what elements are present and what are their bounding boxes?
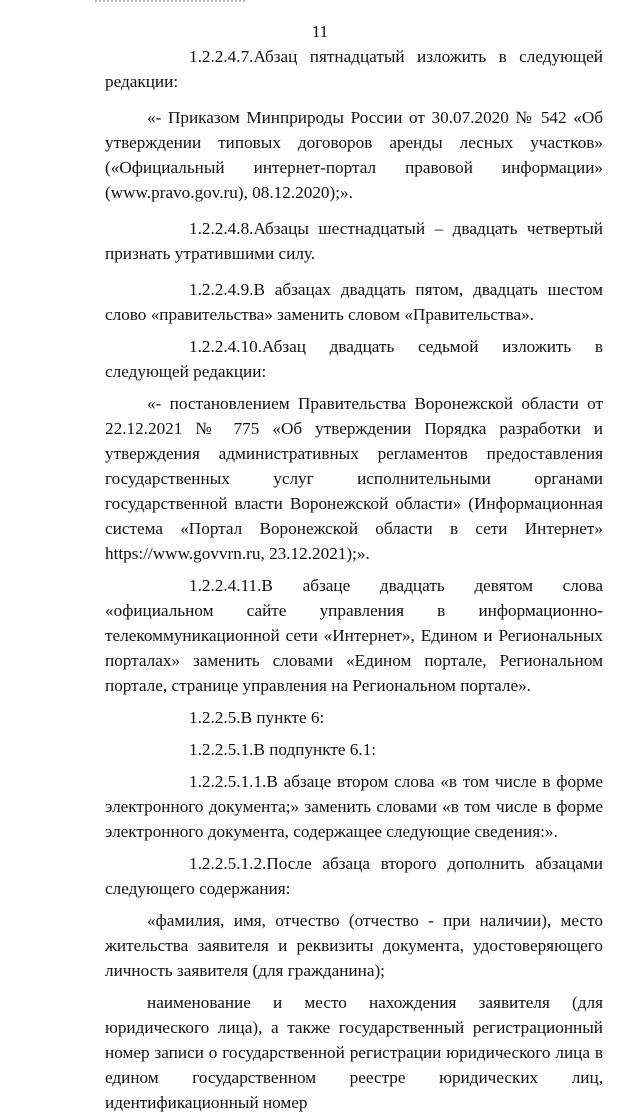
paragraph-1-2-2-4-7 [105, 44, 603, 94]
paragraph-text: Абзац двадцать седьмой изложить в следующей редакции: [105, 337, 603, 381]
clause-number: 1.2.2.5.1.2. [189, 854, 267, 873]
paragraph-text: В абзаце двадцать девятом слова «официальном сайте управления в информационно-телекоммуникационной сети «Интернет», Едином и Региональных порталах» заменить словами «Едином портале, Региональном портале, странице управления на Региональном портале». [105, 576, 603, 695]
document-body [105, 44, 603, 1115]
paragraph-text: «- Приказом Минприроды России от 30.07.2020 № 542 «Об утверждении типовых договоров аренды лесных участков» («Официальный интернет-портал правовой информации» (www.pravo.gov.ru), 08.12.2020);». [105, 108, 603, 202]
paragraph-quote-citizen [105, 908, 603, 983]
paragraph-text: В абзацах двадцать пятом, двадцать шестом слово «правительства» заменить словом «Правительства». [105, 280, 603, 324]
paragraph-text: В пункте 6: [240, 708, 325, 727]
paragraph-legal-entity [105, 990, 603, 1115]
paragraph-1-2-2-5-1 [105, 737, 603, 762]
paragraph-1-2-2-5-1-2 [105, 851, 603, 901]
clause-number: 1.2.2.4.8. [189, 219, 254, 238]
paragraph-text: В подпункте 6.1: [253, 740, 377, 759]
clause-number: 1.2.2.4.7. [189, 47, 254, 66]
clause-number: 1.2.2.4.9. [189, 280, 254, 299]
paragraph-1-2-2-4-9 [105, 277, 603, 327]
paragraph-1-2-2-5 [105, 705, 603, 730]
paragraph-text: «- постановлением Правительства Воронежской области от 22.12.2021 № 775 «Об утверждении Порядка разработки и утверждения административных регламентов предоставления государственных услуг исполнительными органами государственной власти Воронежской области» (Информационная система «Портал Воронежской области в сети Интернет» https://www.govvrn.ru, 23.12.2021);». [105, 394, 603, 563]
paragraph-1-2-2-5-1-1 [105, 769, 603, 844]
paragraph-text: Абзац пятнадцатый изложить в следующей редакции: [105, 47, 603, 91]
scan-edge-mark [95, 0, 245, 5]
paragraph-1-2-2-4-11 [105, 573, 603, 698]
clause-number: 1.2.2.5.1.1. [189, 772, 267, 791]
paragraph-text: После абзаца второго дополнить абзацами следующего содержания: [105, 854, 603, 898]
clause-number: 1.2.2.5. [189, 708, 241, 727]
clause-number: 1.2.2.4.10. [189, 337, 263, 356]
clause-number: 1.2.2.5.1. [189, 740, 254, 759]
paragraph-text: В абзаце втором слова «в том числе в форме электронного документа;» заменить словами «в том числе в форме электронного документа, содержащее следующие сведения:». [105, 772, 603, 841]
paragraph-1-2-2-4-10 [105, 334, 603, 384]
clause-number: 1.2.2.4.11. [189, 576, 262, 595]
paragraph-quote-resolution [105, 391, 603, 566]
paragraph-text: наименование и место нахождения заявителя (для юридического лица), а также государственный регистрационный номер записи о государственной регистрации юридического лица в едином государственном реестре юридических лиц, идентификационный номер [105, 993, 603, 1112]
paragraph-text: «фамилия, имя, отчество (отчество - при наличии), место жительства заявителя и реквизиты документа, удостоверяющего личность заявителя (для гражданина); [105, 911, 603, 980]
paragraph-text: Абзацы шестнадцатый – двадцать четвертый признать утратившими силу. [105, 219, 603, 263]
paragraph-1-2-2-4-8 [105, 216, 603, 266]
paragraph-quote-order [105, 105, 603, 205]
page-number: 11 [311, 22, 329, 41]
